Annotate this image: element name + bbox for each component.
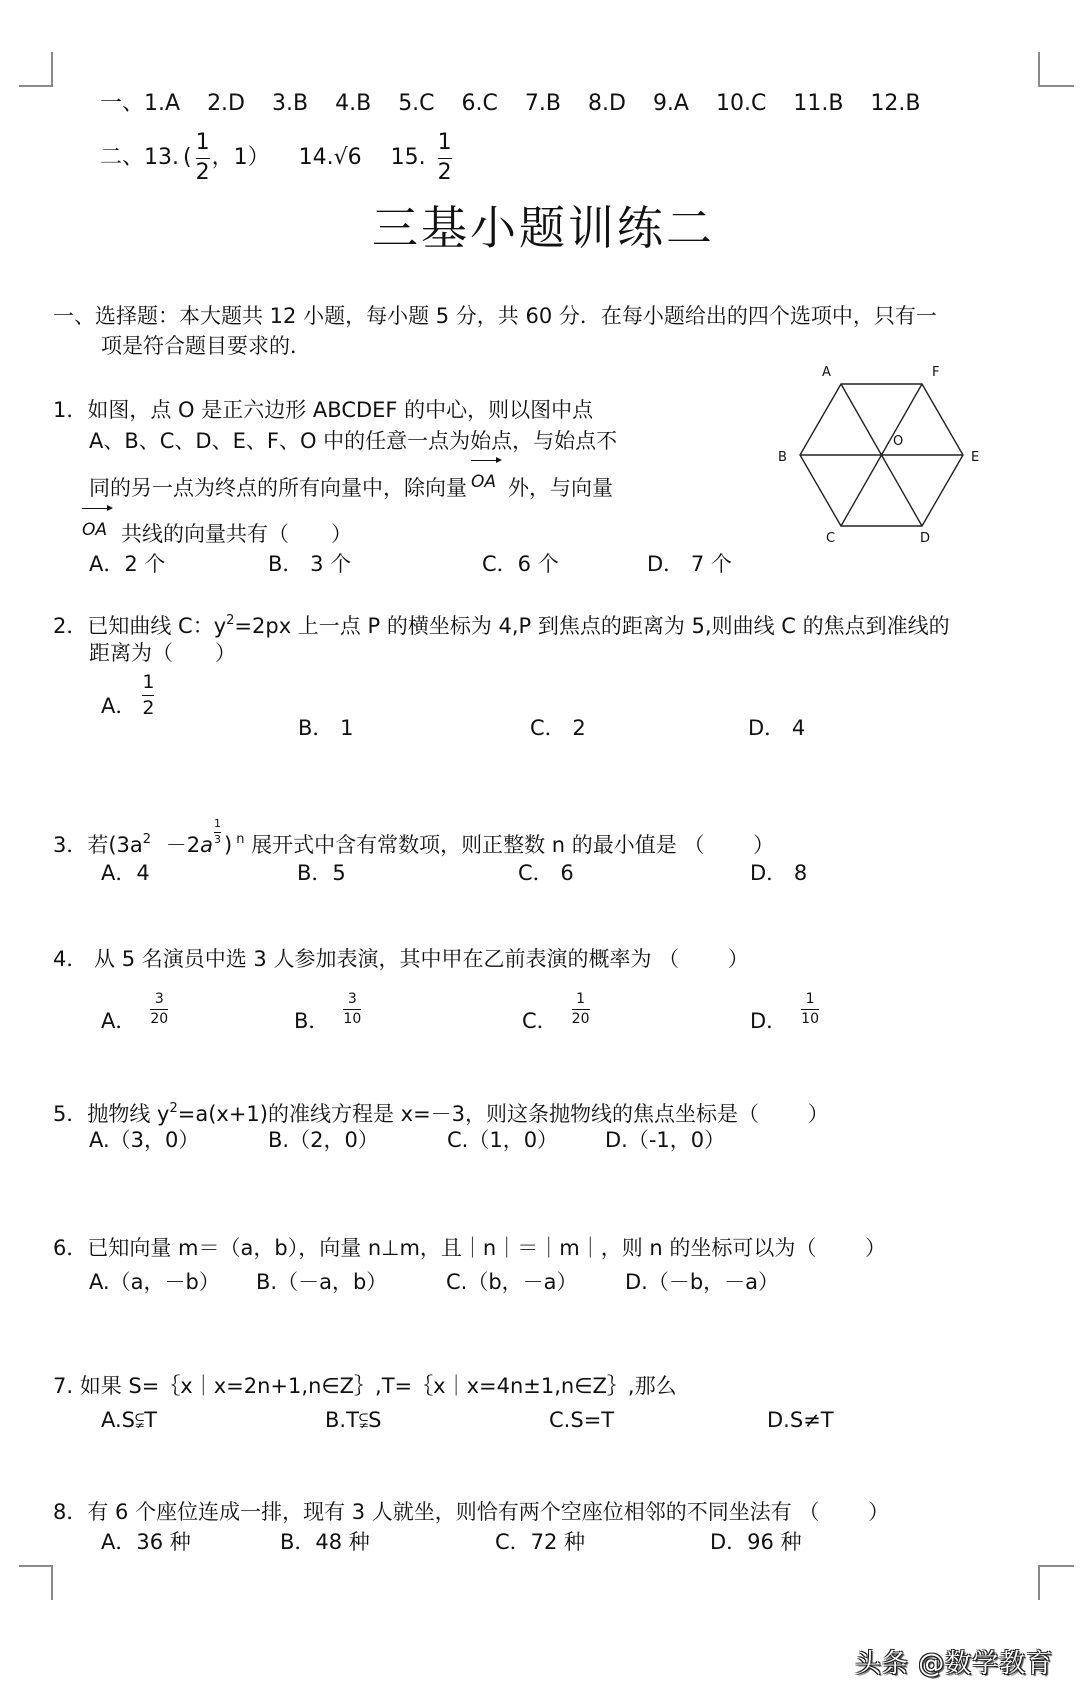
section-instructions-line-1: 一、选择题：本大题共 12 小题，每小题 5 分，共 60 分．在每小题给出的四个选项中，只有一	[53, 304, 937, 328]
q2-option-a-label: A．	[101, 694, 137, 718]
q1-line-4	[82, 520, 352, 550]
fraction-bar	[343, 1009, 361, 1010]
answer-key-prefix-2: 二、	[100, 145, 145, 170]
answer-item: 8.D	[588, 91, 626, 116]
q1-line-3	[89, 474, 613, 504]
q7-option-b[interactable]: B.T⫋S	[325, 1408, 382, 1432]
denominator: 10	[343, 1011, 362, 1028]
fraction-bar	[150, 1009, 168, 1010]
q3-option-a[interactable]: A．4	[101, 861, 150, 885]
q8-option-c[interactable]: C．72 种	[495, 1530, 586, 1554]
answer-item: 10.C	[715, 91, 767, 116]
numerator: 3	[347, 991, 357, 1007]
q4-option-b[interactable]	[294, 991, 362, 1040]
page-title: 三基小题训练二	[372, 201, 715, 255]
vector-oa: OA	[82, 516, 107, 544]
denominator: 2	[142, 696, 155, 719]
vector-oa: OA	[471, 468, 496, 496]
q1-line-4-text: 共线的向量共有（ ）	[121, 522, 353, 546]
q2-option-d[interactable]: D． 4	[748, 716, 806, 740]
answer-item: 3.B	[272, 91, 309, 116]
answer-item: 2.D	[207, 91, 245, 116]
q2-text-b: =2px 上一点 P 的横坐标为 4,P 到焦点的距离为 5,则曲线 C 的焦点到准线的	[234, 614, 950, 638]
q4-stem: 4． 从 5 名演员中选 3 人参加表演，其中甲在乙前表演的概率为 （ ）	[53, 947, 749, 971]
crop-mark-bl-v	[51, 1565, 53, 1600]
answer-item: 6.C	[461, 91, 498, 116]
q3-text-b: －2	[159, 833, 201, 857]
q4-option-c[interactable]	[522, 991, 590, 1040]
q1-line-3-text-a: 同的另一点为终点的所有向量中，除向量	[89, 476, 467, 500]
fraction	[572, 992, 590, 1028]
watermark: 头条 @数学教育	[855, 1649, 1054, 1679]
q7-stem: 7. 如果 S=｛x｜x=2n+1,n∈Z｝,T=｛x｜x=4n±1,n∈Z｝,那么	[53, 1374, 677, 1398]
section-instructions-line-2: 项是符合题目要求的．	[101, 334, 311, 358]
q3-stem	[53, 817, 775, 860]
q1-option-b[interactable]: B． 3 个	[268, 552, 352, 576]
q5-option-b[interactable]: B.（2，0）	[268, 1128, 379, 1152]
q6-option-c[interactable]: C.（b，－a）	[446, 1270, 578, 1294]
q5-superscript: 2	[169, 1101, 178, 1116]
q1-line-1: 1．如图，点 O 是正六边形 ABCDEF 的中心，则以图中点	[53, 398, 594, 422]
answer-item: 7.B	[524, 91, 561, 116]
crop-mark-tr-v	[1038, 52, 1040, 87]
answer-key-prefix-1: 一、	[100, 91, 145, 116]
q5-stem	[53, 1095, 829, 1128]
numerator: 1	[214, 817, 221, 831]
crop-mark-br-v	[1038, 1565, 1040, 1600]
hexagon-label-b: B	[778, 450, 787, 465]
answer-item: 11.B	[793, 91, 844, 116]
numerator: 1	[437, 130, 452, 156]
q5-option-c[interactable]: C.（1，0）	[447, 1128, 559, 1152]
hexagon-label-a: A	[822, 365, 831, 380]
hexagon-label-o: O	[893, 434, 904, 449]
fraction-bar	[142, 695, 154, 696]
q8-option-a[interactable]: A．36 种	[101, 1530, 191, 1554]
q1-line-2: A、B、C、D、E、F、O 中的任意一点为始点，与始点不	[89, 429, 618, 453]
numerator: 1	[142, 670, 155, 693]
denominator: 20	[571, 1011, 590, 1028]
q2-line-2: 距离为（ ）	[89, 641, 236, 665]
q5-text-a: 5．抛物线 y	[53, 1102, 170, 1126]
denominator: 2	[195, 159, 210, 185]
q3-exponent-fraction	[214, 818, 221, 845]
q2-text-a: 2．已知曲线 C：y	[53, 614, 227, 638]
q7-option-a[interactable]: A.S⫋T	[101, 1408, 158, 1432]
q14-value: √6	[333, 145, 362, 170]
q1-line-3-text-b: 外，与向量	[508, 476, 614, 500]
hexagon-label-e: E	[971, 450, 980, 465]
q6-option-a[interactable]: A.（a，－b）	[89, 1270, 220, 1294]
fraction-bar	[801, 1009, 819, 1010]
paren-open: (	[183, 145, 192, 170]
crop-mark-tr-h	[1038, 85, 1074, 87]
answer-item: 4.B	[335, 91, 372, 116]
q3-variable-a: a	[200, 833, 213, 857]
q4-option-d[interactable]	[750, 991, 819, 1040]
q2-superscript: 2	[226, 613, 235, 628]
hexagon-label-c: C	[826, 531, 836, 546]
denominator: 10	[801, 1011, 819, 1028]
hexagon-figure	[760, 355, 1000, 555]
denominator: 20	[150, 1011, 169, 1028]
q4-option-c-label: C．	[522, 1008, 558, 1033]
q3-text-a: 3．若(3a	[53, 833, 143, 857]
q13-rest: ，1）	[211, 145, 270, 170]
hexagon-label-f: F	[932, 365, 940, 380]
crop-mark-br-h	[1038, 1565, 1074, 1567]
hexagon-label-d: D	[920, 531, 931, 546]
q15-label: 15.	[390, 145, 426, 170]
q7-option-d[interactable]: D.S≠T	[767, 1408, 834, 1432]
q3-text-c: )	[224, 833, 233, 857]
fraction-one-half	[142, 672, 154, 719]
answer-item: 1.A	[144, 91, 181, 116]
q8-option-b[interactable]: B．48 种	[280, 1530, 370, 1554]
crop-mark-tl-v	[51, 52, 53, 87]
q1-option-d[interactable]: D． 7 个	[647, 552, 732, 576]
q4-option-a-label: A．	[101, 1008, 137, 1033]
q8-stem: 8．有 6 个座位连成一排，现有 3 人就坐，则恰有两个空座位相邻的不同坐法有 （ ）	[53, 1500, 890, 1524]
denominator: 3	[214, 832, 221, 846]
q5-option-d[interactable]: D.（-1，0）	[605, 1128, 726, 1152]
q6-option-d[interactable]: D.（－b，－a）	[625, 1270, 780, 1294]
q3-option-c[interactable]: C． 6	[518, 861, 574, 885]
numerator: 1	[805, 991, 815, 1007]
answer-item: 12.B	[870, 91, 921, 116]
q4-option-d-label: D．	[750, 1008, 788, 1033]
q8-option-d[interactable]: D．96 种	[710, 1530, 802, 1554]
fraction	[150, 992, 168, 1028]
q2-option-c[interactable]: C． 2	[530, 716, 586, 740]
fraction-bar	[572, 1009, 590, 1010]
denominator: 2	[437, 159, 452, 185]
fraction-one-half	[196, 131, 210, 184]
q4-option-b-label: B．	[294, 1008, 330, 1033]
answer-item: 5.C	[398, 91, 435, 116]
q13-label: 13.	[144, 145, 180, 170]
q6-option-b[interactable]: B.（－a，b）	[256, 1270, 388, 1294]
fraction-bar	[438, 158, 452, 159]
answer-item: 9.A	[652, 91, 689, 116]
q4-option-a[interactable]	[101, 991, 169, 1040]
q7-option-c[interactable]: C.S=T	[549, 1408, 615, 1432]
q3-option-d[interactable]: D． 8	[750, 861, 808, 885]
numerator: 3	[154, 991, 164, 1007]
q3-superscript-n: n	[236, 832, 245, 847]
fraction	[343, 992, 361, 1028]
fraction-one-half	[438, 131, 452, 184]
q1-option-a[interactable]: A．2 个	[89, 552, 166, 576]
crop-mark-bl-h	[19, 1565, 53, 1567]
q3-superscript-2: 2	[142, 832, 152, 847]
q2-option-b[interactable]: B． 1	[298, 716, 354, 740]
q3-option-b[interactable]: B．5	[297, 861, 346, 885]
q2-option-a[interactable]	[101, 670, 155, 736]
q5-option-a[interactable]: A.（3，0）	[89, 1128, 200, 1152]
numerator: 1	[195, 130, 210, 156]
numerator: 1	[576, 991, 586, 1007]
fraction-bar	[196, 158, 210, 159]
answer-key-line-1	[100, 90, 921, 118]
q14-label: 14.	[298, 145, 334, 170]
q6-stem: 6．已知向量 m＝（a，b），向量 n⊥m，且｜n｜＝｜m｜，则 n 的坐标可以为（ ）	[53, 1236, 887, 1260]
q2-line-1	[53, 607, 950, 640]
q5-text-b: =a(x+1)的准线方程是 x=－3，则这条抛物线的焦点坐标是（ ）	[177, 1102, 829, 1126]
q3-text-d: 展开式中含有常数项，则正整数 n 的最小值是 （ ）	[244, 833, 775, 857]
answer-key-line-2	[100, 130, 452, 186]
fraction	[801, 992, 819, 1028]
q1-option-c[interactable]: C．6 个	[482, 552, 559, 576]
crop-mark-tl-h	[19, 85, 53, 87]
